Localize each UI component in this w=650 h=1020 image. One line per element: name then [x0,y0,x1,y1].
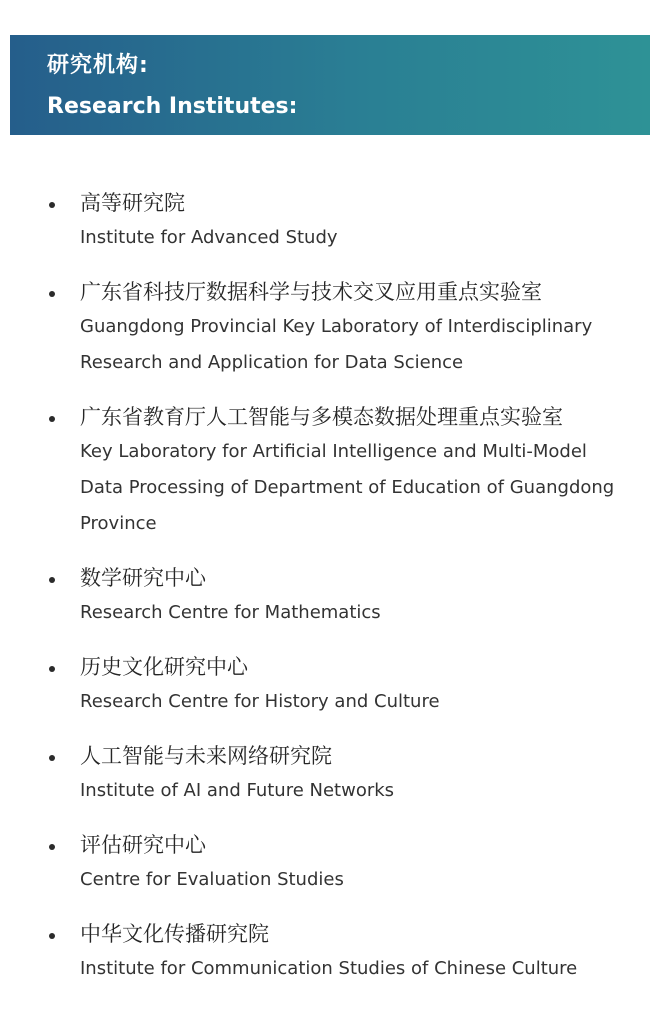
list-item [0,186,650,256]
institute-name-en: Institute for Communication Studies of Chinese Culture [80,958,578,979]
list-item [0,275,650,381]
institute-name-zh: 评估研究中心 [80,833,206,857]
institute-name-en: Guangdong Provincial Key Laboratory of Interdisciplinary Research and Application for Data Science [80,316,593,373]
institute-name-en: Institute of AI and Future Networks [80,780,395,801]
institute-name-en: Key Laboratory for Artificial Intelligence and Multi-Model Data Processing of Department of Education of Guangdong Province [80,441,615,534]
list-item [0,561,650,631]
institute-name-zh: 历史文化研究中心 [80,655,248,679]
institute-name-zh: 高等研究院 [80,191,185,215]
bullet-icon [49,416,55,422]
bullet-icon [49,666,55,672]
bullet-icon [49,933,55,939]
section-header [10,35,650,135]
bullet-icon [49,844,55,850]
institute-name-zh: 数学研究中心 [80,566,206,590]
institute-name-zh: 广东省教育厅人工智能与多模态数据处理重点实验室 [80,405,563,429]
bullet-icon [49,202,55,208]
list-item [0,739,650,809]
institute-name-en: Research Centre for Mathematics [80,602,381,623]
institute-name-zh: 人工智能与未来网络研究院 [80,744,332,768]
institute-name-zh: 中华文化传播研究院 [80,922,269,946]
bullet-icon [49,291,55,297]
institutes-list [0,186,650,1006]
list-item [0,828,650,898]
institute-name-en: Institute for Advanced Study [80,227,338,248]
list-item [0,400,650,542]
institute-name-en: Research Centre for History and Culture [80,691,440,712]
institute-name-en: Centre for Evaluation Studies [80,869,344,890]
header-title-zh: 研究机构: [47,53,149,78]
header-title-en: Research Institutes: [47,94,298,119]
list-item [0,917,650,987]
bullet-icon [49,577,55,583]
list-item [0,650,650,720]
bullet-icon [49,755,55,761]
institute-name-zh: 广东省科技厅数据科学与技术交叉应用重点实验室 [80,280,542,304]
